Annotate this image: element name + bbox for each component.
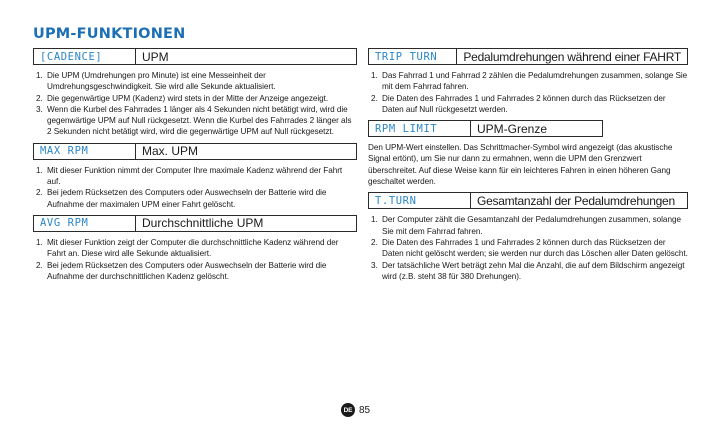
list-item: 2. Bei jedem Rücksetzen des Computers oder Auswechseln der Batterie wird die Aufnahme der durchschnittlichen Kadenz gelöscht. (36, 260, 327, 281)
cadence-list (33, 70, 357, 138)
page-footer (341, 403, 370, 417)
lcd-label-rpm-limit: RPM LIMIT (369, 121, 471, 136)
section-header-trip-turn (368, 48, 688, 65)
right-column (368, 48, 688, 282)
language-badge: DE (341, 403, 355, 417)
list-item: 2. Die Daten des Fahrrades 1 und Fahrrades 2 können durch das Rücksetzen der Daten nicht gelöscht werden; sie werden nur durch das Löschen aller Daten gelöscht. (371, 237, 688, 259)
section-title-cadence: UPM (142, 49, 169, 64)
list-item: 2. Die Daten des Fahrrades 1 und Fahrrades 2 können durch das Rücksetzen der Daten auf Null rückgesetzt werden. (371, 93, 666, 114)
rpm-limit-description: Den UPM-Wert einstellen. Das Schrittmacher-Symbol wird angezeigt (das akustische Signal ertönt), um Sie nur dann zu ermahnen, wenn die UPM den Grenzwert überschreitet. Auf diese Weise kann für ein leichteres Fahren in einen höheren Gang geschaltet werden. (368, 143, 673, 187)
max-rpm-list (33, 165, 357, 210)
list-item: 3. Wenn die Kurbel des Fahrrades 1 länger als 4 Sekunden nicht betätigt wird, wird die gegenwärtige UPM auf Null rückgesetzt. Wenn die Kurbel des Fahrrades 2 länger als 2 Sekunden nicht betätigt wird, wird die gegenwärtige UPM auf Null rückgesetzt. (36, 104, 352, 137)
avg-rpm-list (33, 237, 357, 282)
list-item: 1. Mit dieser Funktion zeigt der Computer die durchschnittliche Kadenz während der Fahrt an. Diese wird alle Sekunde aktualisiert. (36, 237, 339, 259)
left-column (33, 48, 357, 282)
trip-turn-list (368, 70, 688, 115)
section-title-trip-turn: Pedalumdrehungen während einer FAHRT (463, 49, 681, 64)
section-avg-rpm (33, 215, 357, 282)
section-trip-turn (368, 48, 688, 115)
section-title-total-turn: Gesamtanzahl der Pedalumdrehungen (477, 193, 675, 208)
lcd-label-total-turn: T.TURN (369, 193, 471, 208)
section-header-max-rpm (33, 143, 357, 160)
lcd-label-trip-turn: TRIP TURN (369, 49, 457, 64)
page-title: UPM-FUNKTIONEN (33, 26, 186, 42)
lcd-label-cadence: [CADENCE] (34, 49, 136, 64)
list-item: 1. Der Computer zählt die Gesamtanzahl der Pedalumdrehungen zusammen, solange Sie mit dem Fahrrad fahren. (371, 215, 681, 236)
section-total-turn (368, 192, 688, 282)
section-title-rpm-limit: UPM-Grenze (477, 121, 548, 136)
section-header-cadence (33, 48, 357, 65)
list-item: 1. Das Fahrrad 1 und Fahrrad 2 zählen die Pedalumdrehungen zusammen, solange Sie mit dem Fahrrad fahren. (371, 71, 688, 92)
section-header-rpm-limit (368, 120, 603, 137)
lcd-label-avg-rpm: AVG RPM (34, 216, 136, 231)
section-header-avg-rpm (33, 215, 357, 232)
total-turn-list (368, 214, 688, 282)
list-item: 1. Die UPM (Umdrehungen pro Minute) ist eine Messeinheit der Umdrehungsgeschwindigkeit. Sie wird alle Sekunde aktualisiert. (36, 71, 276, 92)
section-title-avg-rpm: Durchschnittliche UPM (142, 216, 264, 231)
section-rpm-limit (368, 120, 688, 187)
list-item: 2. Bei jedem Rücksetzen des Computers oder Auswechseln der Batterie wird die Aufnahme der maximalen UPM einer Fahrt gelöscht. (36, 188, 327, 209)
lcd-label-max-rpm: MAX RPM (34, 144, 136, 159)
section-title-max-rpm: Max. UPM (142, 144, 199, 159)
section-header-total-turn (368, 192, 688, 209)
section-max-rpm (33, 143, 357, 210)
list-item: 2. Die gegenwärtige UPM (Kadenz) wird stets in der Mitte der Anzeige angezeigt. (36, 93, 329, 103)
page-number: 85 (359, 404, 371, 416)
section-cadence (33, 48, 357, 138)
list-item: 3. Der tatsächliche Wert beträgt zehn Mal die Anzahl, die auf dem Bildschirm angezeigt wird (z.B. steht 38 für 380 Drehungen). (371, 260, 685, 281)
list-item: 1. Mit dieser Funktion nimmt der Computer Ihre maximale Kadenz während der Fahrt auf. (36, 165, 343, 187)
